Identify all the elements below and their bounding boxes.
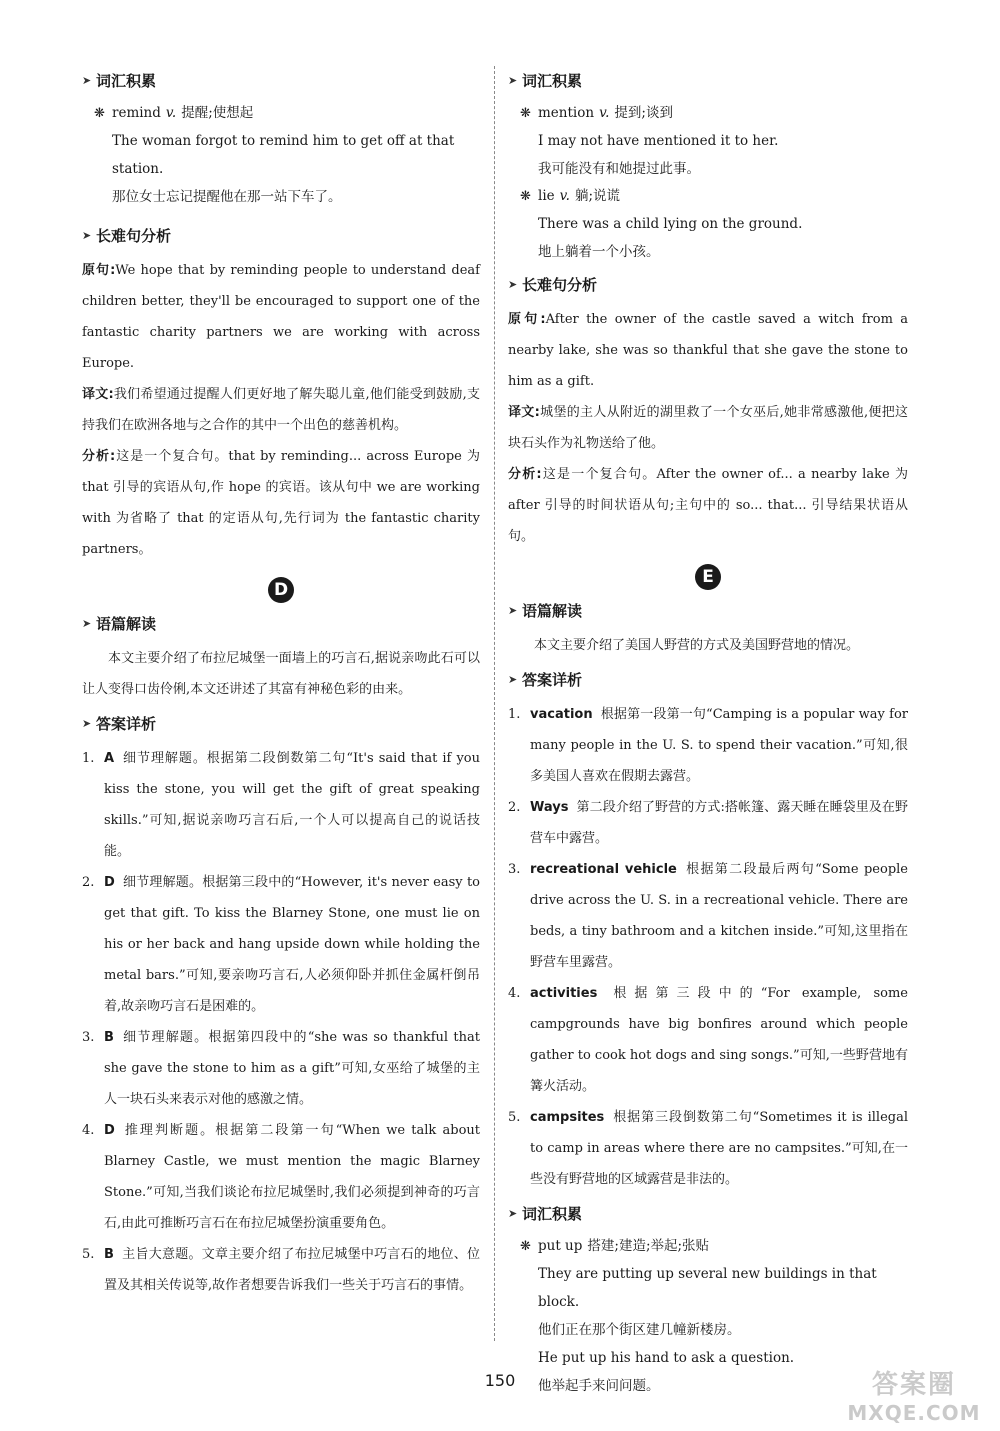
asterisk-icon: ❋ [520,189,531,204]
answer-key: campsites [530,1110,605,1125]
answers-heading: ➤ 答案详析 [82,714,157,733]
original-sentence: 原句:We hope that by reminding people to understand deaf children better, they'll be encouraged to support one of the fantastic charity partners we are working with across Europe. [82,263,480,371]
vocab-word: mention [538,105,595,121]
page-number: 150 [484,1371,516,1390]
answer-item: 3. B 细节理解题。根据第四段中的“she was so thankful that she gave the stone to him as a gift”可知,女巫给了城堡的主人一块石头来表示对他的感激之情。 [82,1030,480,1107]
section-letter: D [268,577,294,603]
vocab-meaning: 躺;说谎 [574,188,621,204]
vocab-example-cn: 我可能没有和她提过此事。 [538,161,700,177]
answer-item: 5. B 主旨大意题。文章主要介绍了布拉尼城堡中巧言石的地位、位置及其相关传说等,故作者想要告诉我们一些关于巧言石的事情。 [82,1247,480,1293]
answer-item: 2. Ways 第二段介绍了野营的方式:搭帐篷、露天睡在睡袋里及在野营车中露营。 [508,800,908,846]
section-letter: E [695,564,721,590]
arrow-icon: ➤ [82,616,92,630]
vocab-meaning: 提到;谈到 [614,105,673,121]
vocab-example-en: I may not have mentioned it to her. [538,133,779,149]
vocab-heading: ➤ 词汇积累 [508,1204,583,1223]
answers-heading: ➤ 答案详析 [508,670,583,689]
asterisk-icon: ❋ [520,106,531,121]
arrow-icon: ➤ [82,73,92,87]
analysis-heading: ➤ 长难句分析 [82,226,172,245]
vocab-example-en: There was a child lying on the ground. [538,216,803,232]
arrow-icon: ➤ [508,1206,518,1220]
vocab-meaning: 搭建;建造;举起;张贴 [587,1238,710,1254]
analysis: 分析:这是一个复合句。After the owner of... a nearby lake 为 after 引导的时间状语从句;主句中的 so... that... 引导结果状语从句。 [508,467,908,544]
reading-heading: ➤ 语篇解读 [508,601,583,620]
answer-key: A [104,751,115,766]
answer-item: 4. activities 根据第三段中的“For example, some campgrounds have big bonfires around which people gather to cook hot dogs and sing songs.”可知,一些野营地有篝火活动。 [508,986,908,1094]
asterisk-icon: ❋ [520,1239,531,1254]
reading-heading: ➤ 语篇解读 [82,614,157,633]
answer-key: recreational vehicle [530,862,677,877]
column-divider [494,66,495,1341]
right-column [508,62,908,1400]
asterisk-icon: ❋ [94,106,105,121]
vocab-pos: v. [599,105,610,121]
vocab-word: remind [112,105,161,121]
answer-item: 1. vacation 根据第一段第一句“Camping is a popular way for many people in the U. S. to spend their vacation.”可知,很多美国人喜欢在假期去露营。 [508,707,908,784]
vocab-entry [94,100,480,211]
arrow-icon: ➤ [508,277,518,291]
arrow-icon: ➤ [82,228,92,242]
vocab-entry [520,100,908,183]
analysis-heading: ➤ 长难句分析 [508,275,598,294]
vocab-meaning: 提醒;使想起 [181,105,254,121]
answer-item: 5. campsites 根据第三段倒数第二句“Sometimes it is illegal to camp in areas where there are no campsites.”可知,在一些没有野营地的区域露营是非法的。 [508,1110,908,1187]
vocab-example-cn: 那位女士忘记提醒他在那一站下车了。 [112,189,342,205]
arrow-icon: ➤ [508,672,518,686]
watermark-logo: 答案圈 MXQE.COM [847,1370,981,1425]
answer-key: activities [530,986,598,1001]
vocab-heading: ➤ 词汇积累 [82,71,157,90]
arrow-icon: ➤ [508,73,518,87]
vocab-heading: ➤ 词汇积累 [508,71,583,90]
vocab-word: put up [538,1238,583,1254]
answer-key: D [104,875,115,890]
section-marker [508,564,908,590]
arrow-icon: ➤ [508,603,518,617]
arrow-icon: ➤ [82,716,92,730]
reading-summary: 本文主要介绍了美国人野营的方式及美国野营地的情况。 [534,638,860,653]
vocab-entry [520,183,908,266]
answer-item: 4. D 推理判断题。根据第二段第一句“When we talk about Blarney Castle, we must mention the magic Blarney Stone.”可知,当我们谈论布拉尼城堡时,我们必须提到神奇的巧言石,由此可推断巧言石在布拉尼城堡扮演重要角色。 [82,1123,480,1231]
vocab-example-cn: 他们正在那个街区建几幢新楼房。 [538,1322,741,1338]
translation: 译文:我们希望通过提醒人们更好地了解失聪儿童,他们能受到鼓励,支持我们在欧洲各地与之合作的其中一个出色的慈善机构。 [82,387,480,433]
answer-key: vacation [530,707,593,722]
section-marker [82,577,480,603]
left-column [82,62,480,1301]
answer-key: B [104,1030,114,1045]
analysis: 分析:这是一个复合句。that by reminding... across Europe 为 that 引导的宾语从句,作 hope 的宾语。该从句中 we are working with 为省略了 that 的定语从句,先行词为 the fantastic charity partners。 [82,449,480,557]
answer-item: 2. D 细节理解题。根据第三段中的“However, it's never easy to get that gift. To kiss the Blarney Stone, one must lie on his or her back and hang upside down while holding the metal bars.”可知,要亲吻巧言石,人必须仰卧并抓住金属杆倒吊着,故亲吻巧言石是困难的。 [82,875,480,1014]
vocab-example-cn: 他举起手来问问题。 [538,1378,660,1394]
answer-item: 1. A 细节理解题。根据第二段倒数第二句“It's said that if you kiss the stone, you will get the gift of great speaking skills.”可知,据说亲吻巧言石后,一个人可以提高自己的说话技能。 [82,751,480,859]
vocab-pos: v. [165,105,177,121]
vocab-example-en: The woman forgot to remind him to get off at that station. [112,133,455,177]
reading-summary: 本文主要介绍了布拉尼城堡一面墙上的巧言石,据说亲吻此石可以让人变得口齿伶俐,本文还讲述了其富有神秘色彩的由来。 [82,651,480,697]
original-sentence: 原句:After the owner of the castle saved a witch from a nearby lake, she was so thankful that she gave the stone to him as a gift. [508,312,909,389]
vocab-example-en: They are putting up several new buildings in that block. [538,1266,877,1310]
vocab-example-cn: 地上躺着一个小孩。 [538,244,660,260]
translation: 译文:城堡的主人从附近的湖里救了一个女巫后,她非常感激他,便把这块石头作为礼物送给了他。 [508,405,909,451]
answer-key: D [104,1123,115,1138]
answer-item: 3. recreational vehicle 根据第二段最后两句“Some people drive across the U. S. in a recreational vehicle. There are beds, a tiny bathroom and a kitchen inside.”可知,这里指在野营车里露营。 [508,862,909,970]
vocab-example-en: He put up his hand to ask a question. [538,1350,795,1366]
vocab-word: lie [538,188,555,204]
answer-key: B [104,1247,114,1262]
vocab-pos: v. [559,188,570,204]
answer-key: Ways [530,800,569,815]
